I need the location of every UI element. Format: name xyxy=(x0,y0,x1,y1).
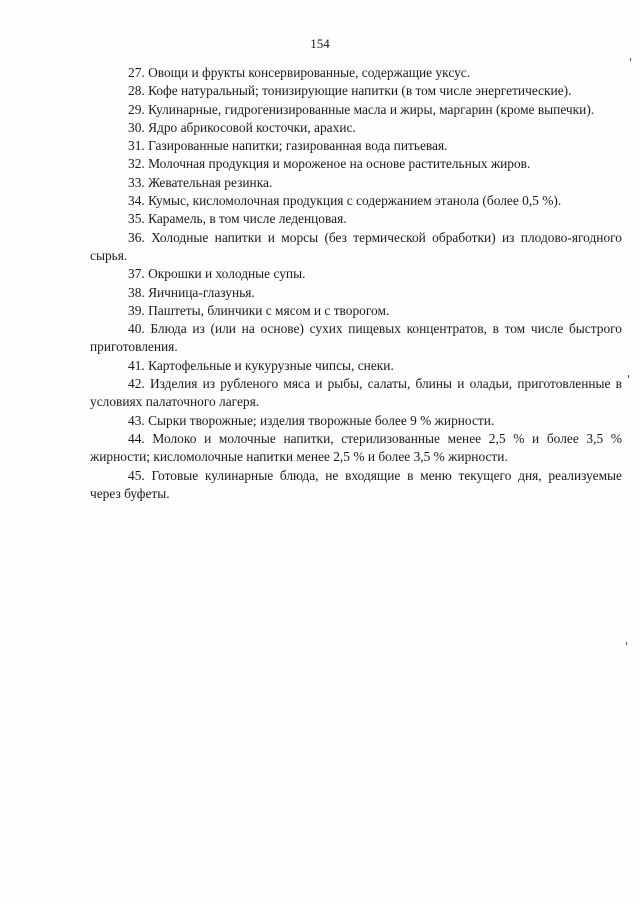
list-item: 33. Жевательная резинка. xyxy=(128,174,273,190)
list-item: 42. Изделия из рубленого мяса и рыбы, салаты, блины и оладьи, приготовленные в условиях палаточного лагеря. xyxy=(90,376,622,410)
list-item: 34. Кумыс, кисломолочная продукция с содержанием этанола (более 0,5 %). xyxy=(128,193,562,209)
list-item: 36. Холодные напитки и морсы (без термической обработки) из плодово-ягодного сырья. xyxy=(90,229,622,263)
list-item: 27. Овощи и фрукты консервированные, содержащие уксус. xyxy=(128,65,471,80)
scan-mark xyxy=(628,375,629,378)
list-item: 31. Газированные напитки; газированная вода питьевая. xyxy=(128,138,448,154)
list-item: 28. Кофе натуральный; тонизирующие напитки (в том числе энергетические). xyxy=(128,83,572,99)
list-item: 41. Картофельные и кукурузные чипсы, снеки. xyxy=(128,357,394,373)
list-item: 43. Сырки творожные; изделия творожные более 9 % жирности. xyxy=(128,412,495,428)
scan-mark xyxy=(630,58,631,61)
list-item: 45. Готовые кулинарные блюда, не входящие в меню текущего дня, реализуемые через буфеты. xyxy=(90,467,622,501)
page-number: 154 xyxy=(310,36,330,51)
list-item: 29. Кулинарные, гидрогенизированные масла и жиры, маргарин (кроме выпечки). xyxy=(128,101,595,117)
list-item: 37. Окрошки и холодные супы. xyxy=(128,266,306,282)
list-item: 44. Молоко и молочные напитки, стерилизованные менее 2,5 % и более 3,5 % жирности; кисломолочные напитки менее 2,5 % и более 3,5 % жирности. xyxy=(90,430,622,465)
list-item: 35. Карамель, в том числе леденцовая. xyxy=(128,211,347,227)
scan-mark xyxy=(626,642,627,645)
list-item: 32. Молочная продукция и мороженое на основе растительных жиров. xyxy=(128,156,531,172)
list-item: 38. Яичница-глазунья. xyxy=(128,284,255,300)
list-item: 40. Блюда из (или на основе) сухих пищевых концентратов, в том числе быстрого приготовления. xyxy=(90,321,622,355)
list-item: 39. Паштеты, блинчики с мясом и с творогом. xyxy=(128,302,390,318)
prohibited-items-list xyxy=(90,64,622,503)
list-item: 30. Ядро абрикосовой косточки, арахис. xyxy=(128,119,356,135)
